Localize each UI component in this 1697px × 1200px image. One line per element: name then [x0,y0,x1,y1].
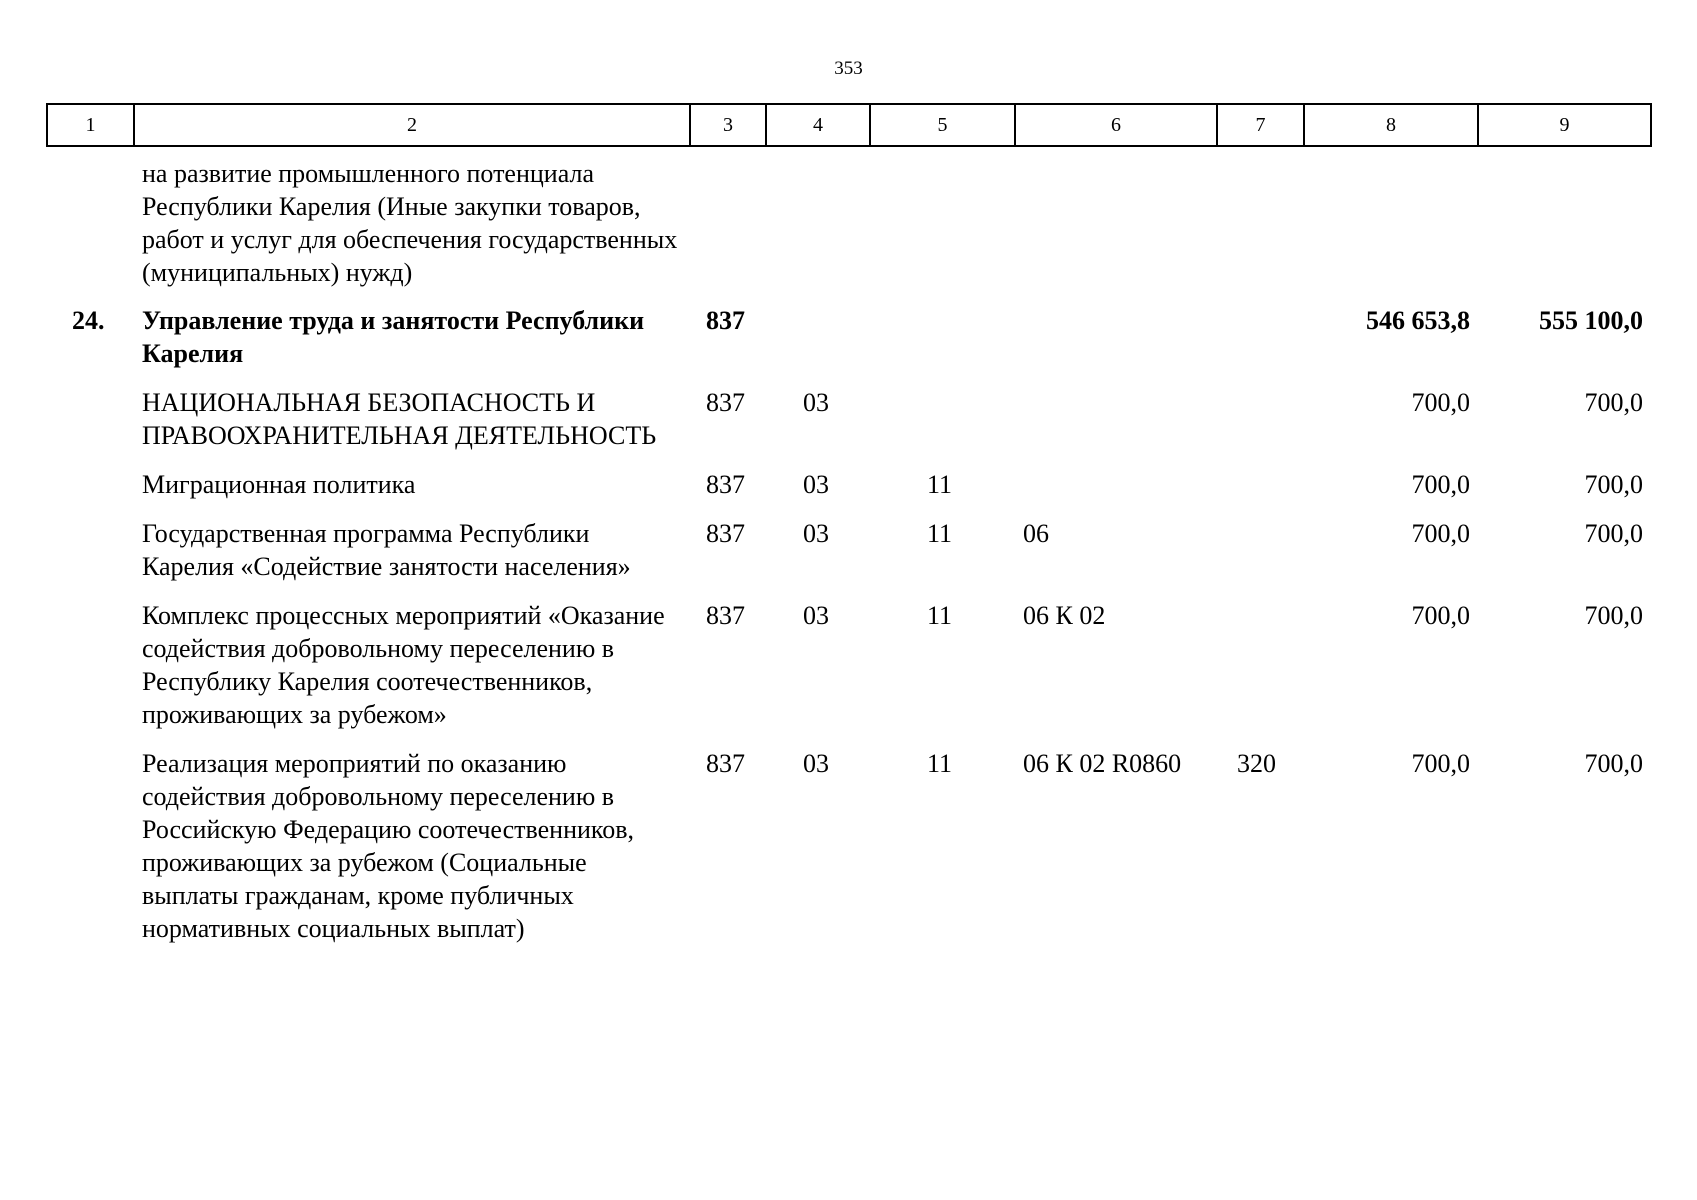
table-row [47,747,1651,961]
row-name: Государственная программа Республики Карелия «Содействие занятости населения» [142,519,631,581]
table-header-row [47,104,1651,146]
cell-amount-col8 [1304,146,1478,304]
cell-subsection: 11 [927,470,953,499]
row-number [47,386,134,468]
row-number [47,747,134,961]
cell-subsection [870,146,1015,304]
cell-amount-col9: 700,0 [1584,388,1643,417]
table-row [47,517,1651,599]
page-number: 353 [834,58,863,79]
row-number [47,517,134,599]
column-header: 2 [134,104,690,146]
table-row [47,599,1651,747]
column-header: 3 [690,104,766,146]
cell-amount-col8: 700,0 [1411,601,1470,630]
cell-expense-type [1217,304,1304,386]
column-header: 7 [1217,104,1304,146]
cell-amount-col9: 700,0 [1584,601,1643,630]
row-name: НАЦИОНАЛЬНАЯ БЕЗОПАСНОСТЬ И ПРАВООХРАНИТЕЛЬНАЯ ДЕЯТЕЛЬНОСТЬ [142,388,657,450]
cell-code: 837 [706,306,745,335]
column-header: 4 [766,104,870,146]
cell-subsection [870,304,1015,386]
row-number [47,468,134,517]
cell-subsection: 11 [927,601,953,630]
cell-target-article: 06 [1023,519,1049,548]
cell-subsection: 11 [927,519,953,548]
cell-code [690,146,766,304]
cell-amount-col8: 546 653,8 [1366,306,1470,335]
cell-section: 03 [803,388,829,417]
cell-code: 837 [706,519,745,548]
table-row [47,386,1651,468]
cell-subsection [870,386,1015,468]
cell-target-article [1015,468,1217,517]
cell-section [766,304,870,386]
row-name: Миграционная политика [142,470,416,499]
column-header: 8 [1304,104,1478,146]
row-number [47,146,134,304]
cell-amount-col8: 700,0 [1411,470,1470,499]
column-header: 5 [870,104,1015,146]
cell-expense-type [1217,599,1304,747]
row-name: на развитие промышленного потенциала Республики Карелия (Иные закупки товаров, работ и услуг для обеспечения государственных (муниципальных) нужд) [142,159,678,287]
table-row [47,468,1651,517]
row-name: Реализация мероприятий по оказанию содействия добровольному переселению в Российскую Федерацию соотечественников, проживающих за рубежом (Социальные выплаты гражданам, кроме публичных нормативных социальных выплат) [142,749,635,943]
row-name: Управление труда и занятости Республики Карелия [142,306,645,368]
cell-code: 837 [706,388,745,417]
cell-amount-col9: 700,0 [1584,519,1643,548]
cell-section: 03 [803,601,829,630]
cell-target-article: 06 К 02 R0860 [1023,749,1182,778]
cell-section [766,146,870,304]
cell-section: 03 [803,470,829,499]
cell-target-article [1015,304,1217,386]
row-name: Комплекс процессных мероприятий «Оказание содействия добровольному переселению в Республику Карелия соотечественников, проживающих за рубежом» [142,601,665,729]
budget-table [46,103,1652,961]
cell-expense-type: 320 [1237,749,1276,778]
row-number [47,599,134,747]
cell-amount-col9: 700,0 [1584,470,1643,499]
cell-section: 03 [803,749,829,778]
cell-target-article [1015,146,1217,304]
table-row [47,146,1651,304]
cell-amount-col9: 700,0 [1584,749,1643,778]
cell-amount-col8: 700,0 [1411,519,1470,548]
cell-expense-type [1217,468,1304,517]
column-header: 1 [47,104,134,146]
cell-amount-col9 [1478,146,1651,304]
table-row [47,304,1651,386]
column-header: 9 [1478,104,1651,146]
cell-expense-type [1217,146,1304,304]
cell-code: 837 [706,470,745,499]
row-number: 24. [72,306,105,335]
cell-target-article: 06 К 02 [1023,601,1106,630]
cell-expense-type [1217,386,1304,468]
column-header: 6 [1015,104,1217,146]
cell-code: 837 [706,749,745,778]
cell-code: 837 [706,601,745,630]
cell-amount-col8: 700,0 [1411,749,1470,778]
cell-expense-type [1217,517,1304,599]
cell-amount-col9: 555 100,0 [1539,306,1643,335]
cell-subsection: 11 [927,749,953,778]
cell-amount-col8: 700,0 [1411,388,1470,417]
cell-section: 03 [803,519,829,548]
cell-target-article [1015,386,1217,468]
